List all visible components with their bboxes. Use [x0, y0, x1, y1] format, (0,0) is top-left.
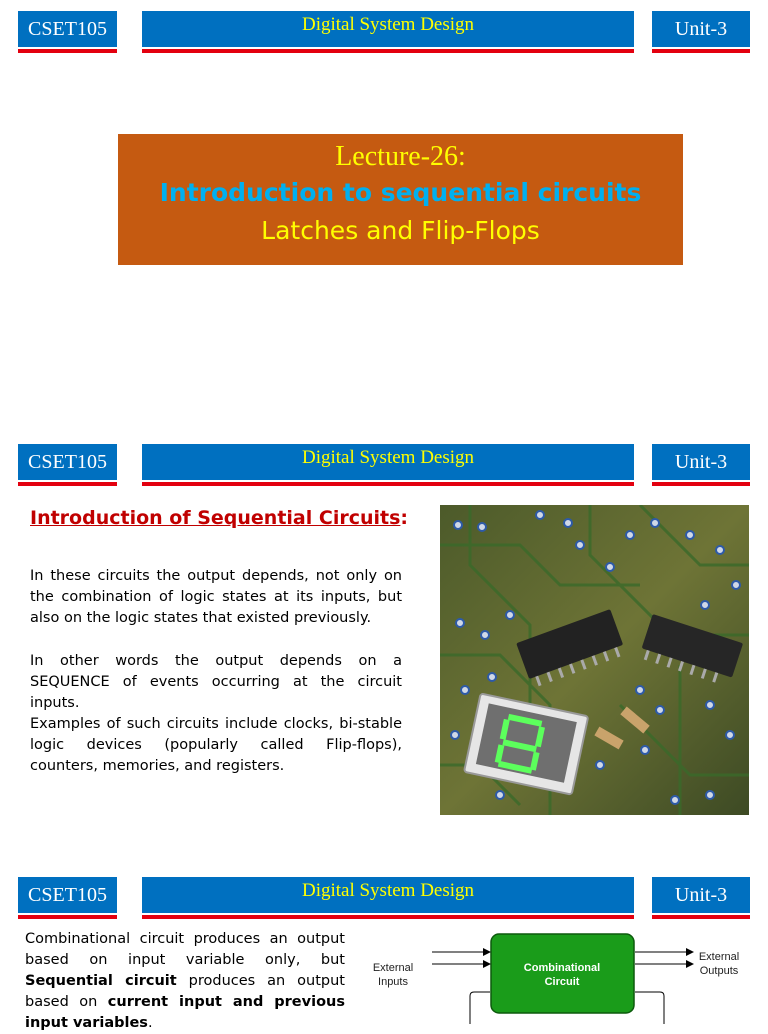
outputs-label-line2: Outputs: [699, 965, 739, 977]
slide-1: [0, 0, 768, 432]
course-code: CSET105: [28, 450, 107, 473]
red-rule: [652, 915, 750, 919]
text-segment: Combinational circuit produces an output based on input variable only, but: [25, 931, 345, 968]
sequential-circuit-diagram: [360, 928, 760, 1024]
unit-label: Unit-3: [674, 883, 728, 906]
text-bold-sequential: Sequential circuit: [25, 973, 177, 989]
red-rule: [142, 915, 634, 919]
paragraph: In other words the output depends on a SEQUENCE of events occurring at the circuit inputs.: [30, 653, 402, 711]
red-rule: [18, 49, 117, 53]
paragraph: In these circuits the output depends, not only on the combination of logic states at its inputs, but also on the logic states that existed previously.: [30, 568, 402, 626]
unit-box: [652, 444, 750, 480]
inputs-label-line1: External: [372, 962, 414, 974]
course-title: Digital System Design: [301, 880, 475, 901]
unit-label: Unit-3: [674, 17, 728, 40]
course-code: CSET105: [28, 17, 107, 40]
lecture-topic: Introduction to sequential circuits: [159, 178, 642, 207]
course-code-box: [18, 444, 117, 480]
course-code-box: [18, 877, 117, 913]
lecture-subtopic: Latches and Flip-Flops: [261, 216, 540, 245]
red-rule: [18, 482, 117, 486]
red-rule: [18, 915, 117, 919]
course-code: CSET105: [28, 883, 107, 906]
course-code-box: [18, 11, 117, 47]
red-rule: [652, 482, 750, 486]
red-rule: [142, 482, 634, 486]
text-bold-current-previous: current input and previous input variables: [25, 994, 345, 1031]
lecture-number: Lecture-26:: [335, 141, 466, 172]
red-rule: [142, 49, 634, 53]
unit-box: [652, 877, 750, 913]
feedback-path-in: [470, 992, 490, 1024]
circuit-board-photo: [440, 505, 749, 815]
text-segment: produces an output based on: [25, 973, 345, 1010]
course-title: Digital System Design: [301, 447, 475, 468]
lecture-title-box: [118, 134, 683, 265]
red-rule: [652, 49, 750, 53]
block-label-line2: Circuit: [544, 976, 580, 988]
block-label-line1: Combinational: [523, 962, 601, 974]
course-title-box: [142, 11, 634, 47]
course-title-box: [142, 444, 634, 480]
inputs-label-line2: Inputs: [378, 976, 408, 988]
course-title: Digital System Design: [301, 14, 475, 35]
unit-box: [652, 11, 750, 47]
unit-label: Unit-3: [674, 450, 728, 473]
course-title-box: [142, 877, 634, 913]
outputs-label-line1: External: [698, 951, 740, 963]
section-title-text: Introduction of Sequential Circuits: [30, 507, 401, 529]
section-title: [30, 507, 408, 529]
text-segment: .: [147, 1015, 153, 1031]
feedback-path-out: [635, 992, 664, 1024]
section-title-colon: :: [400, 507, 408, 529]
comparison-paragraph: [25, 929, 345, 1034]
paragraph: Examples of such circuits include clocks, bi-stable logic devices (popularly called Flip-flops), counters, memories, and registers.: [30, 716, 402, 774]
